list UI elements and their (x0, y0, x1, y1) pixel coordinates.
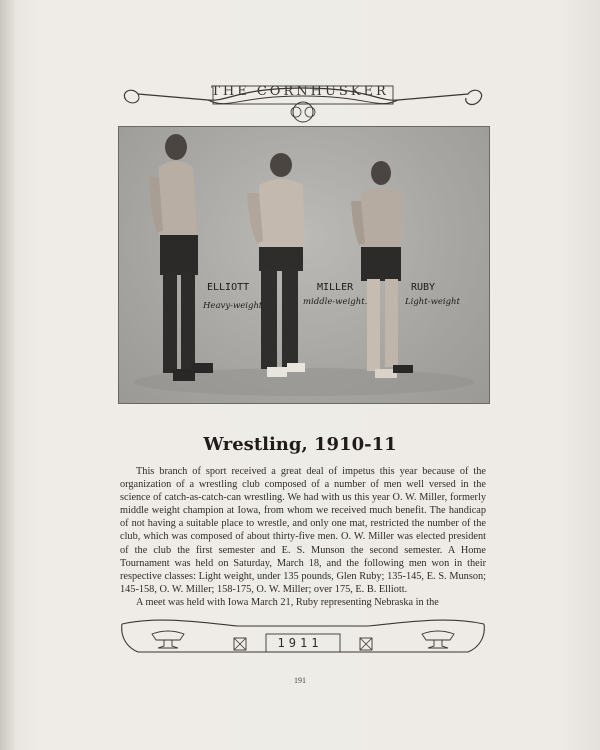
wrestler-class-miller: middle-weight. (303, 297, 368, 307)
header-title: THE CORNHUSKER (211, 84, 389, 99)
article-paragraph-1: This branch of sport received a great deal of impetus this year because of the organization of a wrestling club composed of a number of men well versed in the science of catch-as-catch-can wrestling. We had with us this year O. W. Miller, formerly middle weight champion at Iowa, from whom we received much benefit. The handicap of not having a suitable place to wrestle, and only one mat, restricted the number of the club, which was composed of about thirty-five men. O. W. Miller was elected president of the club the first semester and E. S. Munson the second semester. A Home Tournament was held on Saturday, March 18, and the following men won in their respective classes: Light weight, under 135 pounds, Glen Ruby; 135-145, E. S. Munson; 145-158, O. W. Miller; 158-175, O. W. Miller; over 175, E. B. Elliott. (120, 466, 486, 595)
article-body (120, 465, 486, 609)
wrestler-name-elliott: ELLIOTT (207, 282, 250, 293)
wrestler-name-miller: MILLER (317, 282, 354, 293)
wrestlers-photograph (118, 126, 490, 404)
article-paragraph-2: A meet was held with Iowa March 21, Ruby representing Nebraska in the (136, 596, 439, 608)
wrestler-class-elliott: Heavy-weight (203, 301, 263, 311)
wrestler-figure-ruby (351, 161, 413, 378)
wrestler-figure-elliott (149, 134, 213, 381)
wrestler-class-ruby: Light-weight (405, 297, 460, 307)
wrestler-figure-miller (247, 153, 305, 377)
wrestler-name-ruby: RUBY (411, 282, 436, 293)
page-number: 191 (294, 676, 306, 685)
article-title: Wrestling, 1910-11 (203, 434, 397, 455)
wrestlers-figures (119, 127, 489, 403)
footer-year: 1911 (277, 636, 323, 650)
